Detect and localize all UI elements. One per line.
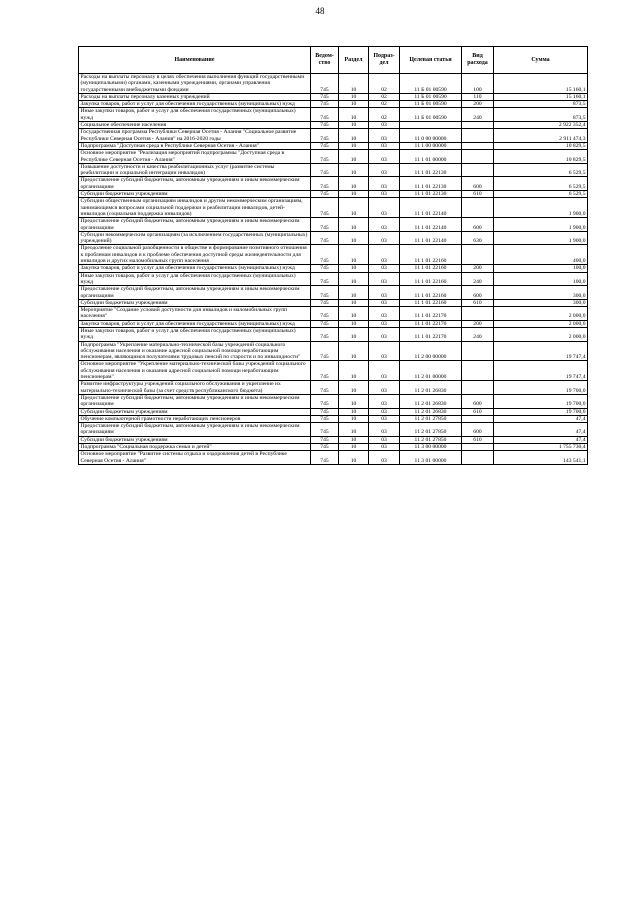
table-row bbox=[79, 245, 588, 265]
row-section: 10 bbox=[339, 231, 369, 245]
row-subsection: 03 bbox=[369, 142, 400, 149]
table-row bbox=[79, 150, 588, 164]
row-department: 745 bbox=[311, 341, 339, 361]
row-amount: 10 829,5 bbox=[494, 150, 588, 164]
table-row bbox=[79, 218, 588, 232]
row-section: 10 bbox=[339, 163, 369, 177]
table-header-row bbox=[79, 47, 588, 74]
row-target-item: 11 2 01 26830 bbox=[400, 394, 462, 408]
row-target-item: 11 1 01 22140 bbox=[400, 198, 462, 218]
row-section: 10 bbox=[339, 307, 369, 321]
row-amount: 873,5 bbox=[494, 108, 588, 122]
table-row bbox=[79, 361, 588, 381]
row-amount: 2 000,0 bbox=[494, 307, 588, 321]
row-subsection: 03 bbox=[369, 122, 400, 129]
row-department: 745 bbox=[311, 101, 339, 108]
row-target-item: 11 Б 01 00590 bbox=[400, 74, 462, 94]
row-department: 745 bbox=[311, 122, 339, 129]
row-department: 745 bbox=[311, 436, 339, 443]
row-target-item: 11 1 01 22170 bbox=[400, 320, 462, 327]
row-name: Развитие инфраструктуры учреждений социального обслуживания и укрепление их материально-технической базы (за счет средств республиканского бюджета) bbox=[79, 381, 311, 395]
row-expense-type: 240 bbox=[462, 327, 494, 341]
table-row bbox=[79, 320, 588, 327]
row-section: 10 bbox=[339, 394, 369, 408]
row-department: 745 bbox=[311, 286, 339, 300]
row-expense-type: 600 bbox=[462, 218, 494, 232]
row-name: Субсидии бюджетным учреждениям bbox=[79, 191, 311, 198]
row-subsection: 03 bbox=[369, 286, 400, 300]
row-section: 10 bbox=[339, 245, 369, 265]
row-name: Повышение доступности и качества реабилитационных услуг (развитие системы реабилитации и социальной интеграции инвалидов) bbox=[79, 163, 311, 177]
row-department: 745 bbox=[311, 307, 339, 321]
row-expense-type: 600 bbox=[462, 286, 494, 300]
page-number: 48 bbox=[315, 6, 325, 16]
row-amount: 47,4 bbox=[494, 423, 588, 437]
row-section: 10 bbox=[339, 320, 369, 327]
table-row bbox=[79, 394, 588, 408]
row-target-item: 11 0 00 00000 bbox=[400, 129, 462, 143]
row-amount: 19 747,4 bbox=[494, 341, 588, 361]
row-name: Подпрограмма "Доступная среда в Республике Северная Осетия - Алания" bbox=[79, 142, 311, 149]
table-row bbox=[79, 163, 588, 177]
row-department: 745 bbox=[311, 265, 339, 272]
row-amount: 19 700,0 bbox=[494, 394, 588, 408]
row-name: Предоставление субсидий бюджетным, автономным учреждениям и иным некоммерческим организациям bbox=[79, 177, 311, 191]
row-expense-type: 240 bbox=[462, 272, 494, 286]
row-expense-type: 600 bbox=[462, 423, 494, 437]
table-row bbox=[79, 327, 588, 341]
row-subsection: 02 bbox=[369, 74, 400, 94]
table-row bbox=[79, 286, 588, 300]
row-amount: 100,0 bbox=[494, 265, 588, 272]
row-target-item: 11 2 01 26830 bbox=[400, 381, 462, 395]
table-row bbox=[79, 177, 588, 191]
row-name: Иные закупки товаров, работ и услуг для обеспечения государственных (муниципальных) нужд bbox=[79, 108, 311, 122]
row-expense-type bbox=[462, 341, 494, 361]
row-section: 10 bbox=[339, 93, 369, 100]
row-department: 745 bbox=[311, 451, 339, 465]
row-subsection: 03 bbox=[369, 198, 400, 218]
budget-table bbox=[78, 46, 588, 465]
row-target-item: 11 3 01 00000 bbox=[400, 451, 462, 465]
row-name: Мероприятие "Создание условий доступности для инвалидов и маломобильных групп населения" bbox=[79, 307, 311, 321]
row-amount: 1 900,0 bbox=[494, 198, 588, 218]
row-name: Закупка товаров, работ и услуг для обеспечения государственных (муниципальных) нужд bbox=[79, 265, 311, 272]
table-row bbox=[79, 436, 588, 443]
row-subsection: 03 bbox=[369, 394, 400, 408]
table-row bbox=[79, 74, 588, 94]
row-name: Иные закупки товаров, работ и услуг для обеспечения государственных (муниципальных) нужд bbox=[79, 327, 311, 341]
row-target-item: 11 Б 01 00590 bbox=[400, 93, 462, 100]
row-subsection: 02 bbox=[369, 93, 400, 100]
table-row bbox=[79, 142, 588, 149]
table-row bbox=[79, 408, 588, 415]
row-department: 745 bbox=[311, 142, 339, 149]
row-expense-type: 200 bbox=[462, 320, 494, 327]
row-target-item: 11 1 01 22130 bbox=[400, 163, 462, 177]
row-department: 745 bbox=[311, 150, 339, 164]
row-target-item: 11 1 01 22140 bbox=[400, 218, 462, 232]
row-amount: 100,0 bbox=[494, 272, 588, 286]
row-subsection: 03 bbox=[369, 415, 400, 422]
row-department: 745 bbox=[311, 444, 339, 451]
header-name: Наименование bbox=[79, 47, 311, 74]
table-row bbox=[79, 108, 588, 122]
row-subsection: 03 bbox=[369, 307, 400, 321]
row-subsection: 03 bbox=[369, 341, 400, 361]
row-expense-type: 600 bbox=[462, 394, 494, 408]
row-expense-type: 110 bbox=[462, 93, 494, 100]
row-name: Подпрограмма "Социальная поддержка семьи и детей" bbox=[79, 444, 311, 451]
row-target-item: 11 2 01 27850 bbox=[400, 423, 462, 437]
row-name: Расходы на выплаты персоналу казенных учреждений bbox=[79, 93, 311, 100]
row-section: 10 bbox=[339, 436, 369, 443]
row-target-item: 11 1 01 00000 bbox=[400, 150, 462, 164]
row-amount: 1 755 730,4 bbox=[494, 444, 588, 451]
row-subsection: 03 bbox=[369, 381, 400, 395]
row-target-item: 11 1 01 22160 bbox=[400, 272, 462, 286]
row-target-item: 11 2 01 27850 bbox=[400, 436, 462, 443]
row-department: 745 bbox=[311, 198, 339, 218]
row-section: 10 bbox=[339, 122, 369, 129]
row-subsection: 03 bbox=[369, 444, 400, 451]
row-amount: 6 529,5 bbox=[494, 177, 588, 191]
row-department: 745 bbox=[311, 245, 339, 265]
row-department: 745 bbox=[311, 299, 339, 306]
row-name: Обучение компьютерной грамотности неработающих пенсионеров bbox=[79, 415, 311, 422]
table-row bbox=[79, 191, 588, 198]
row-target-item: 11 Б 01 00590 bbox=[400, 108, 462, 122]
row-department: 745 bbox=[311, 129, 339, 143]
table-row bbox=[79, 341, 588, 361]
row-expense-type bbox=[462, 451, 494, 465]
row-expense-type bbox=[462, 444, 494, 451]
row-section: 10 bbox=[339, 265, 369, 272]
row-section: 10 bbox=[339, 177, 369, 191]
row-subsection: 03 bbox=[369, 327, 400, 341]
row-name: Субсидии бюджетным учреждениям bbox=[79, 408, 311, 415]
table-row bbox=[79, 101, 588, 108]
row-department: 745 bbox=[311, 415, 339, 422]
row-amount: 15 160,1 bbox=[494, 93, 588, 100]
row-subsection: 03 bbox=[369, 177, 400, 191]
row-amount: 2 000,0 bbox=[494, 327, 588, 341]
row-expense-type: 600 bbox=[462, 177, 494, 191]
row-expense-type: 200 bbox=[462, 265, 494, 272]
row-target-item bbox=[400, 122, 462, 129]
row-amount: 19 700,0 bbox=[494, 408, 588, 415]
table-row bbox=[79, 423, 588, 437]
row-expense-type bbox=[462, 245, 494, 265]
row-subsection: 03 bbox=[369, 361, 400, 381]
row-expense-type bbox=[462, 307, 494, 321]
row-subsection: 03 bbox=[369, 129, 400, 143]
row-subsection: 03 bbox=[369, 451, 400, 465]
table-row bbox=[79, 299, 588, 306]
row-department: 745 bbox=[311, 320, 339, 327]
row-amount: 15 160,1 bbox=[494, 74, 588, 94]
table-row bbox=[79, 444, 588, 451]
row-section: 10 bbox=[339, 341, 369, 361]
row-department: 745 bbox=[311, 74, 339, 94]
row-target-item: 11 2 01 27850 bbox=[400, 415, 462, 422]
row-amount: 300,0 bbox=[494, 299, 588, 306]
row-subsection: 03 bbox=[369, 423, 400, 437]
row-section: 10 bbox=[339, 423, 369, 437]
row-expense-type bbox=[462, 129, 494, 143]
row-subsection: 03 bbox=[369, 218, 400, 232]
row-section: 10 bbox=[339, 272, 369, 286]
table-row bbox=[79, 122, 588, 129]
row-section: 10 bbox=[339, 191, 369, 198]
row-target-item: 11 2 00 00000 bbox=[400, 341, 462, 361]
row-subsection: 03 bbox=[369, 272, 400, 286]
row-target-item: 11 1 01 22160 bbox=[400, 299, 462, 306]
row-name: Социальное обеспечение населения bbox=[79, 122, 311, 129]
row-target-item: 11 1 00 00000 bbox=[400, 142, 462, 149]
row-expense-type: 100 bbox=[462, 74, 494, 94]
row-name: Расходы на выплаты персоналу в целях обеспечения выполнения функций государственными (муниципальными) органами, казенными учреждениями, органами управления государственными внебюджетными фондами bbox=[79, 74, 311, 94]
row-name: Субсидии бюджетным учреждениям bbox=[79, 436, 311, 443]
row-department: 745 bbox=[311, 423, 339, 437]
row-section: 10 bbox=[339, 361, 369, 381]
row-subsection: 03 bbox=[369, 245, 400, 265]
row-department: 745 bbox=[311, 361, 339, 381]
row-target-item: 11 2 01 26830 bbox=[400, 408, 462, 415]
row-subsection: 03 bbox=[369, 231, 400, 245]
row-expense-type: 610 bbox=[462, 299, 494, 306]
row-department: 745 bbox=[311, 381, 339, 395]
row-subsection: 03 bbox=[369, 436, 400, 443]
row-expense-type: 610 bbox=[462, 408, 494, 415]
row-department: 745 bbox=[311, 394, 339, 408]
row-name: Предоставление субсидий бюджетным, автономным учреждениям и иным некоммерческим организациям bbox=[79, 394, 311, 408]
row-department: 745 bbox=[311, 408, 339, 415]
table-row bbox=[79, 415, 588, 422]
row-name: Субсидии некоммерческим организациям (за исключением государственных (муниципальных) учреждений) bbox=[79, 231, 311, 245]
row-amount: 6 529,5 bbox=[494, 191, 588, 198]
row-department: 745 bbox=[311, 177, 339, 191]
row-name: Основное мероприятие "Развитие системы отдыха и оздоровления детей в Республике Северная Осетия - Алания" bbox=[79, 451, 311, 465]
row-name: Закупка товаров, работ и услуг для обеспечения государственных (муниципальных) нужд bbox=[79, 320, 311, 327]
table-row bbox=[79, 381, 588, 395]
table-row bbox=[79, 129, 588, 143]
row-expense-type bbox=[462, 142, 494, 149]
row-amount: 2 911 474,3 bbox=[494, 129, 588, 143]
row-name: Иные закупки товаров, работ и услуг для обеспечения государственных (муниципальных) нужд bbox=[79, 272, 311, 286]
row-subsection: 03 bbox=[369, 408, 400, 415]
row-target-item: 11 1 01 22160 bbox=[400, 245, 462, 265]
row-section: 10 bbox=[339, 218, 369, 232]
row-department: 745 bbox=[311, 191, 339, 198]
row-subsection: 02 bbox=[369, 108, 400, 122]
row-amount: 47,4 bbox=[494, 415, 588, 422]
row-target-item: 11 1 01 22170 bbox=[400, 307, 462, 321]
row-subsection: 03 bbox=[369, 320, 400, 327]
header-department: Ведом-ство bbox=[311, 47, 339, 74]
row-amount: 47,4 bbox=[494, 436, 588, 443]
row-amount: 1 900,0 bbox=[494, 218, 588, 232]
row-amount: 10 829,5 bbox=[494, 142, 588, 149]
row-section: 10 bbox=[339, 327, 369, 341]
row-section: 10 bbox=[339, 129, 369, 143]
table-row bbox=[79, 93, 588, 100]
row-subsection: 03 bbox=[369, 163, 400, 177]
row-target-item: 11 3 00 00000 bbox=[400, 444, 462, 451]
row-department: 745 bbox=[311, 163, 339, 177]
row-expense-type: 610 bbox=[462, 436, 494, 443]
row-name: Преодоление социальной разобщенности в обществе и формирование позитивного отношения к проблемам инвалидов и к проблеме обеспечения доступной среды жизнедеятельности для инвалидов и других маломобильных групп населения bbox=[79, 245, 311, 265]
row-department: 745 bbox=[311, 231, 339, 245]
row-expense-type: 630 bbox=[462, 231, 494, 245]
header-amount: Сумма bbox=[494, 47, 588, 74]
row-expense-type bbox=[462, 150, 494, 164]
row-department: 745 bbox=[311, 218, 339, 232]
header-expense-type: Вид расхода bbox=[462, 47, 494, 74]
row-section: 10 bbox=[339, 381, 369, 395]
row-amount: 1 900,0 bbox=[494, 231, 588, 245]
row-target-item: 11 1 01 22160 bbox=[400, 265, 462, 272]
row-section: 10 bbox=[339, 451, 369, 465]
row-section: 10 bbox=[339, 408, 369, 415]
row-amount: 2 000,0 bbox=[494, 320, 588, 327]
row-subsection: 03 bbox=[369, 150, 400, 164]
row-department: 745 bbox=[311, 93, 339, 100]
table-row bbox=[79, 265, 588, 272]
row-section: 10 bbox=[339, 150, 369, 164]
row-target-item: 11 1 01 22160 bbox=[400, 286, 462, 300]
row-target-item: 11 1 01 22130 bbox=[400, 191, 462, 198]
row-target-item: 11 1 01 22170 bbox=[400, 327, 462, 341]
row-section: 10 bbox=[339, 415, 369, 422]
row-expense-type bbox=[462, 198, 494, 218]
header-target-item: Целевая статья bbox=[400, 47, 462, 74]
row-section: 10 bbox=[339, 198, 369, 218]
table-row bbox=[79, 272, 588, 286]
row-name: Закупка товаров, работ и услуг для обеспечения государственных (муниципальных) нужд bbox=[79, 101, 311, 108]
row-amount: 19 700,0 bbox=[494, 381, 588, 395]
table-row bbox=[79, 198, 588, 218]
row-expense-type bbox=[462, 381, 494, 395]
row-amount: 873,5 bbox=[494, 101, 588, 108]
row-amount: 2 922 352,4 bbox=[494, 122, 588, 129]
row-target-item: 11 1 01 22140 bbox=[400, 231, 462, 245]
row-subsection: 03 bbox=[369, 191, 400, 198]
row-section: 10 bbox=[339, 286, 369, 300]
row-section: 10 bbox=[339, 444, 369, 451]
table-row bbox=[79, 231, 588, 245]
row-name: Предоставление субсидий бюджетным, автономным учреждениям и иным некоммерческим организациям bbox=[79, 218, 311, 232]
row-target-item: 11 Б 01 00590 bbox=[400, 101, 462, 108]
header-section: Раздел bbox=[339, 47, 369, 74]
row-expense-type bbox=[462, 122, 494, 129]
row-subsection: 03 bbox=[369, 299, 400, 306]
row-expense-type bbox=[462, 163, 494, 177]
table-row bbox=[79, 307, 588, 321]
row-target-item: 11 2 01 00000 bbox=[400, 361, 462, 381]
row-name: Предоставление субсидий бюджетным, автономным учреждениям и иным некоммерческим организациям bbox=[79, 286, 311, 300]
header-subsection: Подраз-дел bbox=[369, 47, 400, 74]
row-name: Субсидии бюджетным учреждениям bbox=[79, 299, 311, 306]
row-amount: 19 747,4 bbox=[494, 361, 588, 381]
row-name: Основное мероприятие "Реализация мероприятий подпрограммы "Доступная среда в Республике Северная Осетия - Алания" bbox=[79, 150, 311, 164]
row-target-item: 11 1 01 22130 bbox=[400, 177, 462, 191]
row-amount: 6 529,5 bbox=[494, 163, 588, 177]
row-name: Субсидии общественным организациям инвалидов и другим некоммерческим организациям, занимающимся вопросами социальной поддержки и реабилитации инвалидов, детей-инвалидов (социальная поддержка инвалидов) bbox=[79, 198, 311, 218]
row-amount: 143 541,1 bbox=[494, 451, 588, 465]
row-amount: 400,0 bbox=[494, 245, 588, 265]
row-expense-type bbox=[462, 361, 494, 381]
row-section: 10 bbox=[339, 299, 369, 306]
row-department: 745 bbox=[311, 108, 339, 122]
row-name: Государственная программа Республики Северная Осетия - Алания "Социальное развитие Республики Северная Осетия - Алания" на 2016-2020 годы bbox=[79, 129, 311, 143]
row-expense-type: 610 bbox=[462, 191, 494, 198]
table-body bbox=[79, 74, 588, 465]
row-expense-type: 240 bbox=[462, 108, 494, 122]
row-expense-type: 200 bbox=[462, 101, 494, 108]
row-section: 10 bbox=[339, 74, 369, 94]
row-section: 10 bbox=[339, 142, 369, 149]
row-department: 745 bbox=[311, 272, 339, 286]
row-amount: 300,0 bbox=[494, 286, 588, 300]
row-name: Предоставление субсидий бюджетным, автономным учреждениям и иным некоммерческим организациям bbox=[79, 423, 311, 437]
row-section: 10 bbox=[339, 101, 369, 108]
row-subsection: 03 bbox=[369, 265, 400, 272]
row-name: Основное мероприятие "Укрепление материально-технической базы учреждений социального обслуживания населения и оказания адресной социальной помощи неработающим пенсионерам" bbox=[79, 361, 311, 381]
table-row bbox=[79, 451, 588, 465]
row-name: Подпрограмма "Укрепление материально-технической базы учреждений социального обслуживания населения и оказание адресной социальной помощи неработающим пенсионерам, являющимся получателями трудовых пенсий по старости и по инвалидности" bbox=[79, 341, 311, 361]
row-subsection: 02 bbox=[369, 101, 400, 108]
row-expense-type bbox=[462, 415, 494, 422]
row-department: 745 bbox=[311, 327, 339, 341]
row-section: 10 bbox=[339, 108, 369, 122]
